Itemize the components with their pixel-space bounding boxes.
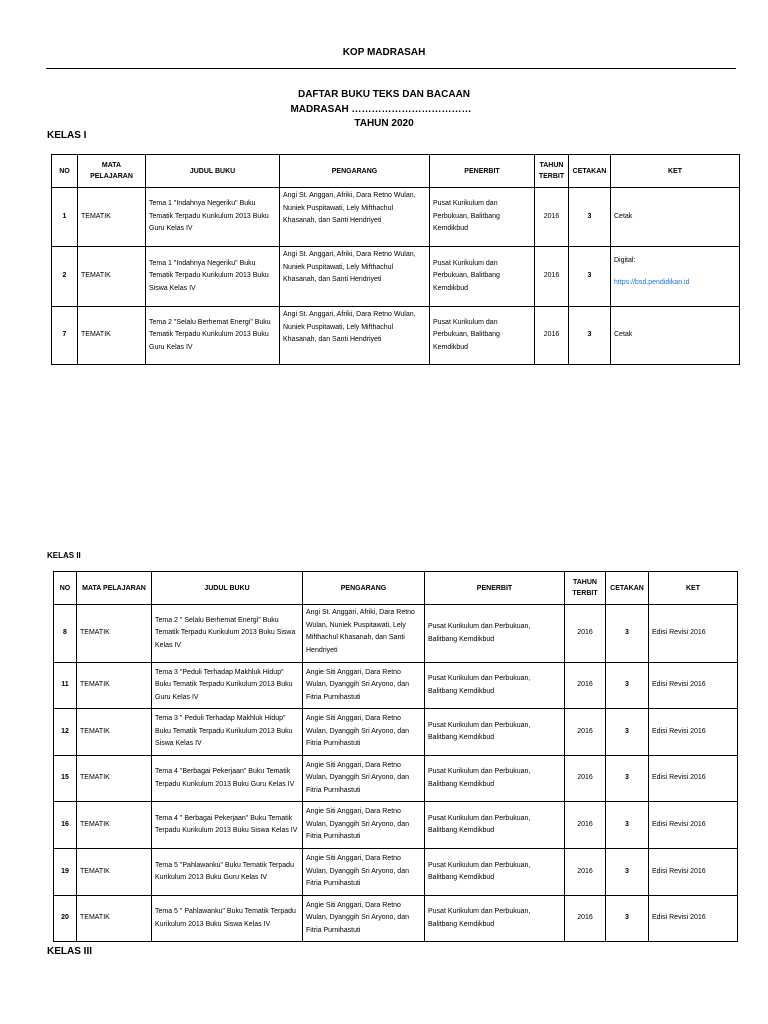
cell-judul: Tema 5 "Pahlawanku" Buku Tematik Terpadu Kurikulum 2013 Buku Guru Kelas IV <box>152 849 303 896</box>
cell-penerbit: Pusat Kurikulum dan Perbukuan, Balitbang Kemdikbud <box>425 849 565 896</box>
col-header-cetakan: CETAKAN <box>606 572 649 605</box>
kelas-1-table <box>51 154 740 365</box>
digital-link[interactable]: https://bsd.pendidikan.id <box>614 278 690 286</box>
cell-judul: Tema 1 "Indahnya Negeriku" Buku Tematik Terpadu Kurikulum 2013 Buku Guru Kelas IV <box>146 188 280 247</box>
cell-penerbit: Pusat Kurikulum dan Perbukuan, Balitbang Kemdikbud <box>425 663 565 709</box>
cell-tahun: 2016 <box>565 849 606 896</box>
cell-pengarang: Angie Siti Anggari, Dara Retno Wulan, Dyanggih Sri Aryono, dan Fitria Purnihastuti <box>303 663 425 709</box>
cell-mapel: TEMATIK <box>77 756 152 802</box>
cell-penerbit: Pusat Kurikulum dan Perbukuan, Balitbang Kemdikbud <box>430 247 535 307</box>
col-header-no: NO <box>54 572 77 605</box>
cell-ket: Edisi Revisi 2016 <box>649 709 738 756</box>
cell-cetakan: 3 <box>606 802 649 849</box>
cell-pengarang: Angie Siti Anggari, Dara Retno Wulan, Dyanggih Sri Aryono, dan Fitria Purnihastuti <box>303 802 425 849</box>
col-header-mata-pelajaran: MATA PELAJARAN <box>78 155 146 188</box>
cell-cetakan: 3 <box>606 896 649 942</box>
table-row <box>52 247 740 307</box>
col-header-pengarang: PENGARANG <box>303 572 425 605</box>
cell-judul: Tema 3 " Peduli Terhadap Makhluk Hidup" Buku Tematik Terpadu Kurikulum 2013 Buku Siswa Kelas IV <box>152 709 303 756</box>
col-header-cetakan: CETAKAN <box>569 155 611 188</box>
cell-tahun: 2016 <box>535 307 569 365</box>
table-row <box>54 756 738 802</box>
cell-ket <box>611 247 740 307</box>
cell-cetakan: 3 <box>569 188 611 247</box>
cell-no: 16 <box>54 802 77 849</box>
cell-ket: Cetak <box>611 188 740 247</box>
cell-no: 15 <box>54 756 77 802</box>
cell-judul: Tema 3 "Peduli Terhadap Makhluk Hidup" Buku Tematik Terpadu Kurikulum 2013 Buku Guru Kelas IV <box>152 663 303 709</box>
cell-judul: Tema 2 "Selalu Berhemat Energi" Buku Tematik Terpadu Kurikulum 2013 Buku Guru Kelas IV <box>146 307 280 365</box>
cell-tahun: 2016 <box>565 605 606 663</box>
cell-tahun: 2016 <box>565 802 606 849</box>
cell-no: 1 <box>52 188 78 247</box>
cell-mapel: TEMATIK <box>77 896 152 942</box>
col-header-penerbit: PENERBIT <box>425 572 565 605</box>
cell-mapel: TEMATIK <box>77 605 152 663</box>
cell-pengarang: Angie Siti Anggari, Dara Retno Wulan, Dyanggih Sri Aryono, dan Fitria Purnihastuti <box>303 849 425 896</box>
cell-no: 2 <box>52 247 78 307</box>
table-row <box>52 188 740 247</box>
cell-mapel: TEMATIK <box>78 247 146 307</box>
cell-mapel: TEMATIK <box>77 663 152 709</box>
cell-mapel: TEMATIK <box>77 802 152 849</box>
table-row <box>54 896 738 942</box>
kelas-2-label: KELAS II <box>47 551 81 560</box>
cell-penerbit: Pusat Kurikulum dan Perbukuan, Balitbang Kemdikbud <box>430 307 535 365</box>
cell-pengarang: Angi St. Anggari, Afriki, Dara Retno Wulan, Nuniek Puspitawati, Lely Mifthachul Khasanah, dan Santi Hendriyeti <box>280 247 430 307</box>
cell-pengarang: Angie Siti Anggari, Dara Retno Wulan, Dyanggih Sri Aryono, dan Fitria Purnihastuti <box>303 756 425 802</box>
col-header-tahun-terbit: TAHUN TERBIT <box>565 572 606 605</box>
cell-ket: Edisi Revisi 2016 <box>649 756 738 802</box>
cell-pengarang: Angie Siti Anggari, Dara Retno Wulan, Dyanggih Sri Aryono, dan Fitria Purnihastuti <box>303 896 425 942</box>
cell-tahun: 2016 <box>565 756 606 802</box>
col-header-no: NO <box>52 155 78 188</box>
col-header-pengarang: PENGARANG <box>280 155 430 188</box>
cell-ket: Edisi Revisi 2016 <box>649 605 738 663</box>
cell-no: 19 <box>54 849 77 896</box>
cell-tahun: 2016 <box>565 896 606 942</box>
table-row <box>52 307 740 365</box>
cell-cetakan: 3 <box>606 849 649 896</box>
col-header-judul-buku: JUDUL BUKU <box>152 572 303 605</box>
kelas-1-label: KELAS I <box>47 130 87 141</box>
col-header-judul-buku: JUDUL BUKU <box>146 155 280 188</box>
cell-no: 12 <box>54 709 77 756</box>
doc-title: DAFTAR BUKU TEKS DAN BACAAN <box>297 89 471 100</box>
table-row <box>54 663 738 709</box>
cell-judul: Tema 1 "Indahnya Negeriku" Buku Tematik Terpadu Kurikulum 2013 Buku Siswa Kelas IV <box>146 247 280 307</box>
table-row <box>54 709 738 756</box>
cell-no: 7 <box>52 307 78 365</box>
cell-ket: Edisi Revisi 2016 <box>649 896 738 942</box>
cell-penerbit: Pusat Kurikulum dan Perbukuan, Balitbang Kemdikbud <box>425 802 565 849</box>
cell-pengarang: Angi St. Anggari, Afriki, Dara Retno Wulan, Nuniek Puspitawati, Lely Mifthachul Khasanah, dan Santi Hendriyeti <box>280 307 430 365</box>
cell-cetakan: 3 <box>606 756 649 802</box>
table-row <box>54 802 738 849</box>
col-header-mata-pelajaran: MATA PELAJARAN <box>77 572 152 605</box>
cell-judul: Tema 5 " Pahlawanku" Buku Tematik Terpadu Kurikulum 2013 Buku Siswa Kelas IV <box>152 896 303 942</box>
cell-no: 11 <box>54 663 77 709</box>
cell-judul: Tema 4 "Berbagai Pekerjaan" Buku Tematik Terpadu Kurikulum 2013 Buku Guru Kelas IV <box>152 756 303 802</box>
cell-judul: Tema 4 " Berbagai Pekerjaan" Buku Tematik Terpadu Kurikulum 2013 Buku Siswa Kelas IV <box>152 802 303 849</box>
cell-mapel: TEMATIK <box>77 709 152 756</box>
table-row <box>54 849 738 896</box>
cell-pengarang: Angie Siti Anggari, Dara Retno Wulan, Dyanggih Sri Aryono, dan Fitria Purnihastuti <box>303 709 425 756</box>
cell-penerbit: Pusat Kurikulum dan Perbukuan, Balitbang Kemdikbud <box>430 188 535 247</box>
cell-cetakan: 3 <box>606 605 649 663</box>
ket-label: Digital: <box>614 257 636 264</box>
cell-pengarang: Angi St. Anggari, Afriki, Dara Retno Wulan, Nuniek Puspitawati, Lely Mifthachul Khasanah, dan Santi Hendriyeti <box>303 605 425 663</box>
cell-penerbit: Pusat Kurikulum dan Perbukuan, Balitbang Kemdikbud <box>425 709 565 756</box>
table-header-row <box>52 155 740 188</box>
cell-tahun: 2016 <box>535 188 569 247</box>
cell-cetakan: 3 <box>606 663 649 709</box>
col-header-penerbit: PENERBIT <box>430 155 535 188</box>
year-line: TAHUN 2020 <box>354 118 414 129</box>
col-header-tahun-terbit: TAHUN TERBIT <box>535 155 569 188</box>
cell-penerbit: Pusat Kurikulum dan Perbukuan, Balitbang Kemdikbud <box>425 756 565 802</box>
cell-tahun: 2016 <box>565 663 606 709</box>
cell-judul: Tema 2 " Selalu Berhemat Energi" Buku Tematik Terpadu Kurikulum 2013 Buku Siswa Kelas IV <box>152 605 303 663</box>
cell-tahun: 2016 <box>565 709 606 756</box>
madrasah-line: MADRASAH ……………………………… <box>290 104 472 115</box>
cell-no: 20 <box>54 896 77 942</box>
cell-penerbit: Pusat Kurikulum dan Perbukuan, Balitbang Kemdikbud <box>425 605 565 663</box>
cell-ket: Cetak <box>611 307 740 365</box>
cell-tahun: 2016 <box>535 247 569 307</box>
cell-no: 8 <box>54 605 77 663</box>
table-header-row <box>54 572 738 605</box>
cell-mapel: TEMATIK <box>78 307 146 365</box>
cell-cetakan: 3 <box>606 709 649 756</box>
table-row <box>54 605 738 663</box>
col-header-ket: KET <box>611 155 740 188</box>
cell-ket: Edisi Revisi 2016 <box>649 663 738 709</box>
header-divider <box>46 68 736 69</box>
cell-mapel: TEMATIK <box>78 188 146 247</box>
cell-cetakan: 3 <box>569 307 611 365</box>
cell-ket: Edisi Revisi 2016 <box>649 802 738 849</box>
kelas-3-label: KELAS III <box>47 946 93 957</box>
cell-ket: Edisi Revisi 2016 <box>649 849 738 896</box>
kop-madrasah: KOP MADRASAH <box>342 47 426 58</box>
kelas-2-table <box>53 571 738 942</box>
col-header-ket: KET <box>649 572 738 605</box>
cell-mapel: TEMATIK <box>77 849 152 896</box>
cell-penerbit: Pusat Kurikulum dan Perbukuan, Balitbang Kemdikbud <box>425 896 565 942</box>
cell-pengarang: Angi St. Anggari, Afriki, Dara Retno Wulan, Nuniek Puspitawati, Lely Mifthachul Khasanah, dan Santi Hendriyeti <box>280 188 430 247</box>
cell-cetakan: 3 <box>569 247 611 307</box>
